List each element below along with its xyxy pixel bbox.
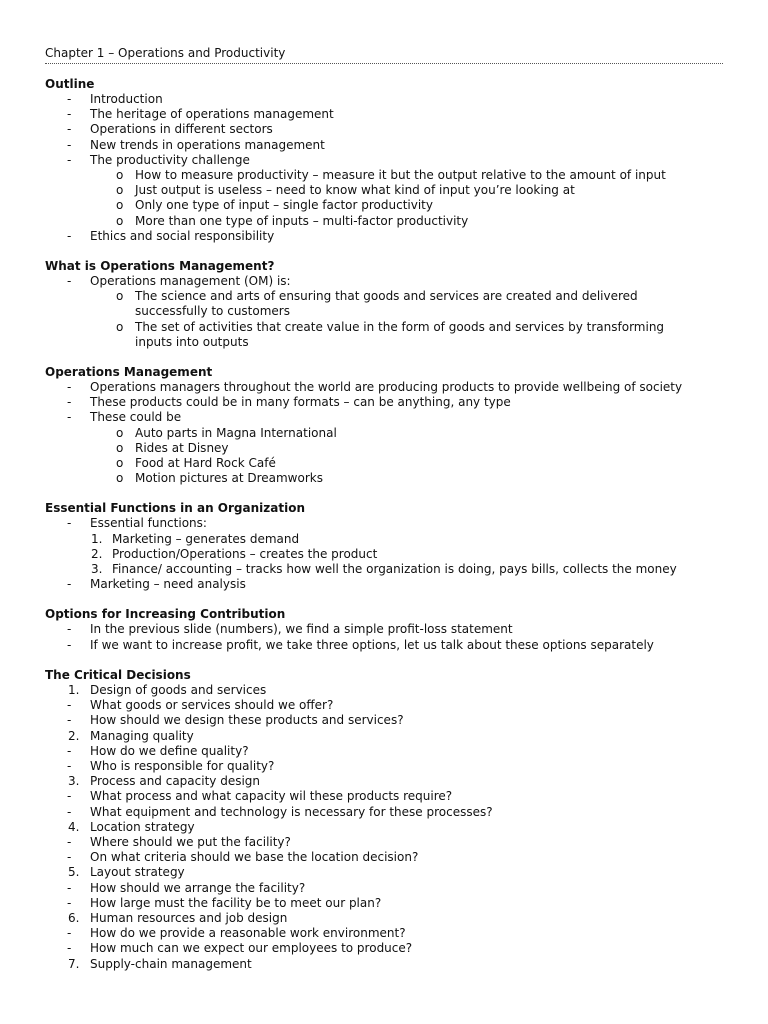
list-marker: 3. bbox=[91, 562, 103, 577]
list-item-text: successfully to customers bbox=[135, 304, 290, 319]
list-item-text: Where should we put the facility? bbox=[90, 834, 291, 849]
dash-list-item bbox=[45, 759, 723, 774]
section bbox=[45, 259, 723, 350]
list-marker: - bbox=[67, 274, 72, 289]
section bbox=[45, 668, 723, 972]
list-marker: - bbox=[67, 395, 72, 410]
list-item-text: If we want to increase profit, we take three options, let us talk about these options separately bbox=[90, 637, 654, 652]
sub-list-item bbox=[45, 320, 723, 335]
sub-list-item bbox=[45, 198, 723, 213]
list-marker: o bbox=[116, 319, 124, 334]
document-body bbox=[45, 77, 723, 972]
sub-list-item bbox=[45, 168, 723, 183]
sub-list-item bbox=[45, 426, 723, 441]
dash-list-item bbox=[45, 835, 723, 850]
list-item-text: Who is responsible for quality? bbox=[90, 758, 275, 773]
dash-list-item bbox=[45, 122, 723, 137]
list-item-text: Layout strategy bbox=[90, 865, 185, 880]
list-marker: 1. bbox=[68, 682, 80, 697]
sub-list-item bbox=[45, 289, 723, 304]
list-item-text: Motion pictures at Dreamworks bbox=[135, 471, 323, 486]
list-marker: - bbox=[67, 410, 72, 425]
list-marker: 6. bbox=[68, 910, 80, 925]
list-item-text: Only one type of input – single factor productivity bbox=[135, 198, 433, 213]
document-page bbox=[45, 44, 723, 972]
list-marker: - bbox=[67, 152, 72, 167]
dash-list-item bbox=[45, 153, 723, 168]
list-item-text: How large must the facility be to meet our plan? bbox=[90, 895, 382, 910]
dash-list-item bbox=[45, 926, 723, 941]
list-item-text: Rides at Disney bbox=[135, 440, 229, 455]
list-item-text: Operations management (OM) is: bbox=[90, 274, 291, 289]
list-marker: - bbox=[67, 698, 72, 713]
numbered-list-item bbox=[45, 547, 723, 562]
dash-list-item bbox=[45, 274, 723, 289]
dash-list-item bbox=[45, 881, 723, 896]
list-marker: - bbox=[67, 637, 72, 652]
list-item-text: How much can we expect our employees to produce? bbox=[90, 941, 413, 956]
page-header: Chapter 1 – Operations and Productivity bbox=[45, 44, 723, 64]
section-heading: What is Operations Management? bbox=[45, 259, 275, 274]
numbered-list-item bbox=[45, 820, 723, 835]
list-marker: - bbox=[67, 804, 72, 819]
section-heading: Essential Functions in an Organization bbox=[45, 501, 305, 516]
list-item-text: What equipment and technology is necessary for these processes? bbox=[90, 804, 493, 819]
list-item-text: More than one type of inputs – multi-factor productivity bbox=[135, 213, 469, 228]
list-marker: - bbox=[67, 92, 72, 106]
list-item-text: How do we define quality? bbox=[90, 743, 249, 758]
sub-list-item bbox=[45, 214, 723, 229]
list-marker: 3. bbox=[68, 774, 80, 789]
list-item-text: Food at Hard Rock Café bbox=[135, 456, 276, 471]
list-item-text: Managing quality bbox=[90, 728, 194, 743]
list-item-text: How should we design these products and services? bbox=[90, 713, 404, 728]
dash-list-item bbox=[45, 638, 723, 653]
list-item-text: These could be bbox=[90, 410, 182, 425]
list-marker: - bbox=[67, 228, 72, 243]
list-item-text: Ethics and social responsibility bbox=[90, 228, 275, 243]
sub-list-item bbox=[45, 441, 723, 456]
list-marker: - bbox=[67, 516, 72, 531]
list-marker: - bbox=[67, 895, 72, 910]
list-item-continuation bbox=[45, 335, 723, 350]
list-item-text: Location strategy bbox=[90, 819, 195, 834]
list-marker: 1. bbox=[91, 531, 103, 546]
section-heading: Operations Management bbox=[45, 365, 213, 380]
list-item-text: Marketing – need analysis bbox=[90, 577, 246, 592]
list-marker: o bbox=[116, 440, 124, 455]
list-marker: - bbox=[67, 834, 72, 849]
numbered-list-item bbox=[45, 911, 723, 926]
dash-list-item bbox=[45, 805, 723, 820]
list-marker: - bbox=[67, 743, 72, 758]
numbered-list-item bbox=[45, 865, 723, 880]
list-item-text: The productivity challenge bbox=[90, 152, 250, 167]
dash-list-item bbox=[45, 410, 723, 425]
dash-list-item bbox=[45, 92, 723, 107]
list-item-text: Just output is useless – need to know what kind of input you’re looking at bbox=[135, 183, 575, 198]
list-marker: o bbox=[116, 168, 124, 183]
list-marker: o bbox=[116, 213, 124, 228]
dash-list-item bbox=[45, 380, 723, 395]
list-marker: - bbox=[67, 380, 72, 395]
list-marker: o bbox=[116, 456, 124, 471]
section-heading: The Critical Decisions bbox=[45, 667, 191, 682]
dash-list-item bbox=[45, 698, 723, 713]
list-item-text: Design of goods and services bbox=[90, 682, 267, 697]
list-marker: 2. bbox=[68, 728, 80, 743]
list-marker: 7. bbox=[68, 956, 80, 971]
numbered-list-item bbox=[45, 957, 723, 972]
list-marker: 2. bbox=[91, 546, 103, 561]
list-item-text: What process and what capacity wil these products require? bbox=[90, 789, 453, 804]
list-item-text: On what criteria should we base the location decision? bbox=[90, 850, 419, 865]
list-marker: - bbox=[67, 926, 72, 941]
section-heading: Outline bbox=[45, 77, 95, 91]
list-item-text: Auto parts in Magna International bbox=[135, 425, 337, 440]
dash-list-item bbox=[45, 107, 723, 122]
list-marker: 4. bbox=[68, 819, 80, 834]
list-item-text: What goods or services should we offer? bbox=[90, 698, 334, 713]
list-marker: o bbox=[116, 183, 124, 198]
list-item-text: Operations in different sectors bbox=[90, 122, 273, 137]
section-heading: Options for Increasing Contribution bbox=[45, 607, 286, 622]
list-marker: - bbox=[67, 122, 72, 137]
list-item-text: How do we provide a reasonable work environment? bbox=[90, 926, 406, 941]
list-item-text: How should we arrange the facility? bbox=[90, 880, 306, 895]
list-item-continuation bbox=[45, 304, 723, 319]
list-item-text: How to measure productivity – measure it but the output relative to the amount of input bbox=[135, 168, 666, 183]
sub-list-item bbox=[45, 183, 723, 198]
list-marker: - bbox=[67, 758, 72, 773]
section bbox=[45, 365, 723, 486]
list-item-text: inputs into outputs bbox=[135, 334, 249, 349]
dash-list-item bbox=[45, 941, 723, 956]
dash-list-item bbox=[45, 577, 723, 592]
sub-list-item bbox=[45, 456, 723, 471]
list-item-text: Production/Operations – creates the product bbox=[112, 546, 378, 561]
numbered-list-item bbox=[45, 562, 723, 577]
list-marker: - bbox=[67, 850, 72, 865]
list-item-text: Introduction bbox=[90, 92, 163, 106]
list-item-text: These products could be in many formats – can be anything, any type bbox=[90, 395, 511, 410]
list-item-text: Operations managers throughout the world are producing products to provide wellbeing of society bbox=[90, 380, 683, 395]
list-marker: - bbox=[67, 107, 72, 122]
dash-list-item bbox=[45, 713, 723, 728]
section bbox=[45, 607, 723, 652]
dash-list-item bbox=[45, 516, 723, 531]
section bbox=[45, 501, 723, 592]
list-item-text: Essential functions: bbox=[90, 516, 207, 531]
list-item-text: Marketing – generates demand bbox=[112, 531, 300, 546]
list-marker: - bbox=[67, 622, 72, 637]
list-marker: o bbox=[116, 471, 124, 486]
section bbox=[45, 77, 723, 244]
list-item-text: The heritage of operations management bbox=[90, 107, 334, 122]
list-marker: - bbox=[67, 137, 72, 152]
list-item-text: In the previous slide (numbers), we find a simple profit-loss statement bbox=[90, 622, 513, 637]
list-marker: - bbox=[67, 880, 72, 895]
dash-list-item bbox=[45, 896, 723, 911]
dash-list-item bbox=[45, 395, 723, 410]
list-marker: - bbox=[67, 713, 72, 728]
list-item-text: Finance/ accounting – tracks how well the organization is doing, pays bills, collects the money bbox=[112, 562, 677, 577]
list-marker: - bbox=[67, 941, 72, 956]
list-marker: 5. bbox=[68, 865, 80, 880]
numbered-list-item bbox=[45, 683, 723, 698]
dash-list-item bbox=[45, 850, 723, 865]
list-marker: o bbox=[116, 198, 124, 213]
list-item-text: The set of activities that create value in the form of goods and services by transforming bbox=[135, 319, 665, 334]
dash-list-item bbox=[45, 744, 723, 759]
list-item-text: Human resources and job design bbox=[90, 910, 288, 925]
list-item-text: Process and capacity design bbox=[90, 774, 261, 789]
numbered-list-item bbox=[45, 532, 723, 547]
list-item-text: New trends in operations management bbox=[90, 137, 325, 152]
dash-list-item bbox=[45, 622, 723, 637]
list-marker: - bbox=[67, 577, 72, 592]
dash-list-item bbox=[45, 229, 723, 244]
numbered-list-item bbox=[45, 774, 723, 789]
list-marker: - bbox=[67, 789, 72, 804]
dash-list-item bbox=[45, 789, 723, 804]
numbered-list-item bbox=[45, 729, 723, 744]
sub-list-item bbox=[45, 471, 723, 486]
list-marker: o bbox=[116, 289, 124, 304]
list-item-text: Supply-chain management bbox=[90, 956, 252, 971]
list-marker: o bbox=[116, 425, 124, 440]
dash-list-item bbox=[45, 138, 723, 153]
list-item-text: The science and arts of ensuring that goods and services are created and delivered bbox=[135, 289, 638, 304]
